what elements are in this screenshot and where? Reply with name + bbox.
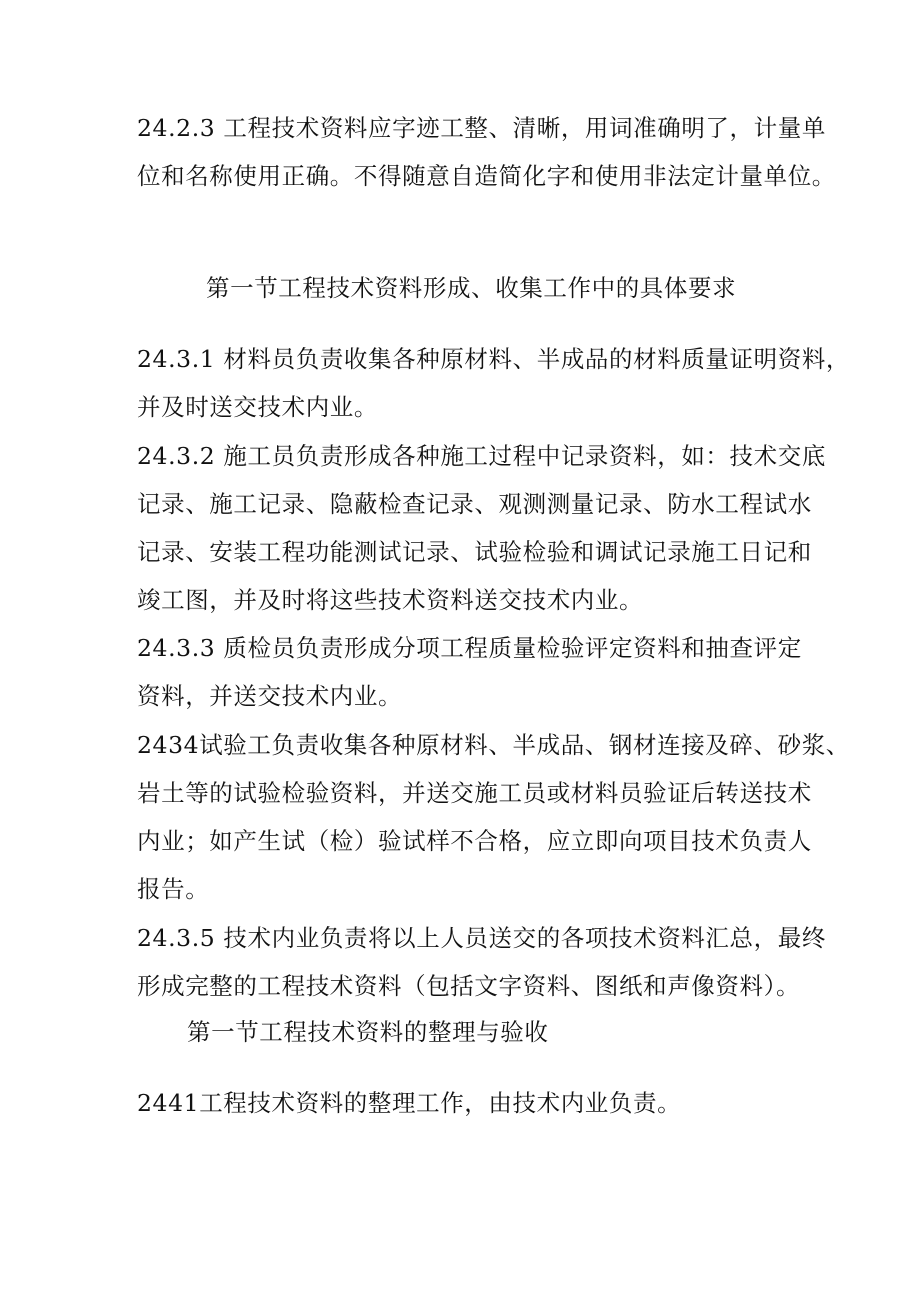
paragraph-2434-line-1: 2434试验工负责收集各种原材料、半成品、钢材连接及碎、砂浆、 bbox=[137, 731, 850, 759]
paragraph-2434-line-4: 报告。 bbox=[137, 875, 210, 903]
paragraph-24-2-3-line-1: 24.2.3 工程技术资料应字迹工整、清晰，用词准确明了，计量单 bbox=[137, 114, 826, 142]
paragraph-24-3-2-line-2: 记录、施工记录、隐蔽检查记录、观测测量记录、防水工程试水 bbox=[137, 490, 812, 518]
paragraph-24-3-1-line-1: 24.3.1 材料员负责收集各种原材料、半成品的材料质量证明资料， bbox=[137, 345, 851, 373]
section-heading-formation-requirements: 第一节工程技术资料形成、收集工作中的具体要求 bbox=[206, 274, 737, 302]
paragraph-24-3-3-line-1: 24.3.3 质检员负责形成分项工程质量检验评定资料和抽查评定 bbox=[137, 634, 802, 662]
paragraph-2441-line-1: 2441工程技术资料的整理工作，由技术内业负责。 bbox=[137, 1089, 682, 1117]
paragraph-2434-line-2: 岩土等的试验检验资料，并送交施工员或材料员验证后转送技术 bbox=[137, 779, 812, 807]
paragraph-24-3-3-line-2: 资料，并送交技术内业。 bbox=[137, 682, 403, 710]
paragraph-24-3-2-line-3: 记录、安装工程功能测试记录、试验检验和调试记录施工日记和 bbox=[137, 538, 812, 566]
paragraph-24-2-3-line-2: 位和名称使用正确。不得随意自造简化字和使用非法定计量单位。 bbox=[137, 162, 836, 190]
paragraph-24-3-5-line-1: 24.3.5 技术内业负责将以上人员送交的各项技术资料汇总，最终 bbox=[137, 924, 826, 952]
paragraph-24-3-2-line-4: 竣工图，并及时将这些技术资料送交技术内业。 bbox=[137, 586, 644, 614]
section-heading-organization-acceptance: 第一节工程技术资料的整理与验收 bbox=[187, 1018, 549, 1046]
paragraph-24-3-1-line-2: 并及时送交技术内业。 bbox=[137, 393, 378, 421]
paragraph-2434-line-3: 内业；如产生试（检）验试样不合格，应立即向项目技术负责人 bbox=[137, 827, 812, 855]
paragraph-24-3-5-line-2: 形成完整的工程技术资料（包括文字资料、图纸和声像资料）。 bbox=[137, 972, 801, 1000]
paragraph-24-3-2-line-1: 24.3.2 施工员负责形成各种施工过程中记录资料，如：技术交底 bbox=[137, 442, 826, 470]
